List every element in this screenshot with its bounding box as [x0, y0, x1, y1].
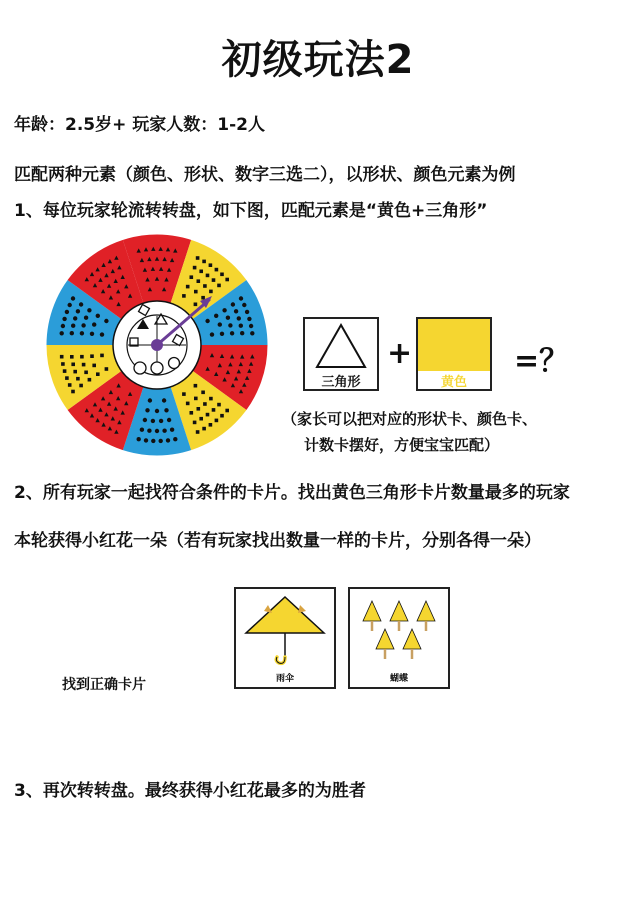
wheel-symbol — [140, 428, 144, 432]
wheel-symbol — [193, 266, 197, 270]
wheel-symbol — [193, 421, 197, 425]
spinner-wheel[interactable] — [44, 232, 270, 458]
wheel-symbol — [196, 256, 200, 260]
wheel-symbol — [245, 310, 249, 314]
wheel-symbol — [197, 407, 201, 411]
wheel-symbol — [230, 331, 234, 335]
age-players-info: 年龄：2.5岁+ 玩家人数：1-2人 — [14, 115, 265, 135]
shape-card-label: 三角形 — [321, 375, 361, 390]
wheel-symbol — [199, 270, 203, 274]
wheel-symbol — [155, 429, 159, 433]
yellow-triangle — [363, 601, 381, 621]
wheel-symbol — [212, 278, 216, 282]
wheel-symbol — [63, 369, 67, 373]
color-card-yellow — [416, 317, 492, 391]
wheel-symbol — [100, 354, 104, 358]
wheel-symbol — [215, 419, 219, 423]
yellow-triangle — [403, 629, 421, 649]
step-2-continued: 本轮获得小红花一朵（若有玩家找出数量一样的卡片，分别各得一朵） — [14, 531, 541, 551]
wheel-symbol — [60, 331, 64, 335]
wheel-symbol — [214, 314, 218, 318]
wheel-symbol — [234, 309, 238, 313]
wheel-symbol — [203, 284, 207, 288]
yellow-triangle — [417, 601, 435, 621]
wheel-symbol — [79, 384, 83, 388]
wheel-symbol — [197, 279, 201, 283]
wheel-symbol — [212, 408, 216, 412]
wheel-symbol — [231, 302, 235, 306]
wheel-symbol — [79, 302, 83, 306]
wheel-symbol — [167, 418, 171, 422]
wheel-symbol — [205, 319, 209, 323]
yellow-swatch — [418, 319, 490, 371]
wheel-symbol — [96, 314, 100, 318]
wheel-symbol — [250, 331, 254, 335]
wheel-symbol — [84, 371, 88, 375]
inner-circle-symbol-2 — [151, 362, 163, 374]
yellow-triangle — [376, 629, 394, 649]
wheel-symbol — [80, 355, 84, 359]
wheel-symbol — [220, 273, 224, 277]
wheel-symbol — [162, 398, 166, 402]
answer-card-label: 蝴蝶 — [389, 674, 408, 684]
wheel-symbol — [90, 332, 94, 336]
wheel-symbol — [105, 367, 109, 371]
wheel-symbol — [80, 331, 84, 335]
wheel-symbol — [164, 408, 168, 412]
equals-question: =？ — [514, 344, 570, 379]
wheel-symbol — [220, 332, 224, 336]
wheel-symbol — [201, 296, 205, 300]
wheel-symbol — [148, 398, 152, 402]
wheel-symbol — [190, 275, 194, 279]
wheel-symbol — [182, 392, 186, 396]
wheel-symbol — [70, 355, 74, 359]
wheel-symbol — [151, 439, 155, 443]
wheel-symbol — [209, 290, 213, 294]
wheel-symbol — [151, 419, 155, 423]
wheel-symbol — [62, 317, 66, 321]
wheel-symbol — [190, 411, 194, 415]
wheel-symbol — [147, 429, 151, 433]
wheel-symbol — [225, 278, 229, 282]
wheel-symbol — [194, 397, 198, 401]
wheel-symbol — [76, 377, 80, 381]
answer-card-label: 雨伞 — [275, 674, 294, 684]
wheel-symbol — [143, 418, 147, 422]
yellow-triangles-icon — [350, 589, 448, 671]
wheel-symbol — [81, 323, 85, 327]
wheel-symbol — [239, 296, 243, 300]
wheel-symbol — [240, 331, 244, 335]
inner-circle-symbol-3 — [169, 358, 180, 369]
found-correct-card-label: 找到正确卡片 — [62, 677, 146, 693]
color-card-label: 黄色 — [440, 375, 467, 390]
wheel-symbol — [68, 303, 72, 307]
wheel-symbol — [65, 376, 69, 380]
wheel-symbol — [202, 427, 206, 431]
wheel-symbol — [239, 324, 243, 328]
wheel-symbol — [159, 439, 163, 443]
wheel-symbol — [159, 419, 163, 423]
wheel-symbol — [145, 408, 149, 412]
wheel-symbol — [199, 417, 203, 421]
rule-intro: 匹配两种元素（颜色、形状、数字三选二），以形状、颜色元素为例 — [14, 165, 516, 185]
wheel-symbol — [249, 324, 253, 328]
answer-card-umbrella[interactable] — [234, 587, 336, 689]
wheel-symbol — [202, 260, 206, 264]
yellow-triangle — [390, 601, 408, 621]
page-title: 初级玩法2 — [221, 37, 415, 83]
wheel-symbol — [220, 414, 224, 418]
wheel-symbol — [73, 316, 77, 320]
wheel-symbol — [247, 317, 251, 321]
wheel-symbol — [226, 316, 230, 320]
wheel-symbol — [61, 362, 65, 366]
wheel-symbol — [104, 319, 108, 323]
umbrella-icon — [236, 589, 334, 669]
wheel-symbol — [100, 332, 104, 336]
wheel-symbol — [203, 402, 207, 406]
wheel-symbol — [182, 294, 186, 298]
parent-note-line-1: （家长可以把对应的形状卡、颜色卡、 — [282, 410, 538, 428]
wheel-symbol — [215, 268, 219, 272]
wheel-symbol — [92, 364, 96, 368]
wheel-symbol — [186, 402, 190, 406]
wheel-symbol — [71, 390, 75, 394]
wheel-symbol — [162, 429, 166, 433]
wheel-symbol — [92, 322, 96, 326]
plus-sign: + — [387, 336, 413, 371]
wheel-symbol — [225, 409, 229, 413]
wheel-symbol — [70, 331, 74, 335]
wheel-symbol — [166, 438, 170, 442]
step-2-text: 2、所有玩家一起找符合条件的卡片。找出黄色三角形卡片数量最多的玩家 — [14, 483, 570, 503]
wheel-symbol — [173, 437, 177, 441]
wheel-symbol — [144, 438, 148, 442]
wheel-symbol — [170, 428, 174, 432]
wheel-symbol — [228, 323, 232, 327]
wheel-symbol — [137, 437, 141, 441]
wheel-symbol — [242, 303, 246, 307]
answer-card-butterfly[interactable] — [348, 587, 450, 689]
wheel-symbol — [201, 391, 205, 395]
parent-note-line-2: 计数卡摆好，方便宝宝匹配） — [304, 436, 500, 454]
triangle-icon — [305, 321, 377, 373]
wheel-symbol — [71, 363, 75, 367]
wheel-symbol — [206, 413, 210, 417]
wheel-symbol — [82, 363, 86, 367]
wheel-symbol — [76, 309, 80, 313]
wheel-symbol — [206, 274, 210, 278]
wheel-symbol — [209, 263, 213, 267]
wheel-symbol — [194, 290, 198, 294]
wheel-symbol — [155, 409, 159, 413]
wheel-symbol — [61, 324, 65, 328]
wheel-symbol — [60, 355, 64, 359]
step-3-text: 3、再次转转盘。最终获得小红花最多的为胜者 — [14, 781, 366, 801]
wheel-symbol — [73, 370, 77, 374]
wheel-symbol — [209, 397, 213, 401]
wheel-symbol — [96, 372, 100, 376]
wheel-symbol — [186, 285, 190, 289]
wheel-symbol — [209, 423, 213, 427]
shape-card-triangle — [303, 317, 379, 391]
wheel-symbol — [68, 383, 72, 387]
wheel-symbol — [196, 430, 200, 434]
wheel-symbol — [217, 403, 221, 407]
wheel-symbol — [194, 384, 198, 388]
step-1-text: 1、每位玩家轮流转转盘，如下图，匹配元素是“黄色+三角形” — [14, 201, 488, 221]
wheel-symbol — [71, 296, 75, 300]
wheel-symbol — [210, 332, 214, 336]
wheel-symbol — [84, 316, 88, 320]
wheel-symbol — [87, 308, 91, 312]
wheel-symbol — [71, 324, 75, 328]
wheel-symbol — [90, 354, 94, 358]
wheel-symbol — [222, 308, 226, 312]
wheel-symbol — [194, 303, 198, 307]
wheel-symbol — [218, 322, 222, 326]
wheel-symbol — [88, 378, 92, 382]
wheel-symbol — [65, 310, 69, 314]
inner-circle-symbol — [134, 362, 146, 374]
wheel-symbol — [217, 284, 221, 288]
wheel-symbol — [237, 316, 241, 320]
spinner-hub[interactable] — [151, 339, 163, 351]
